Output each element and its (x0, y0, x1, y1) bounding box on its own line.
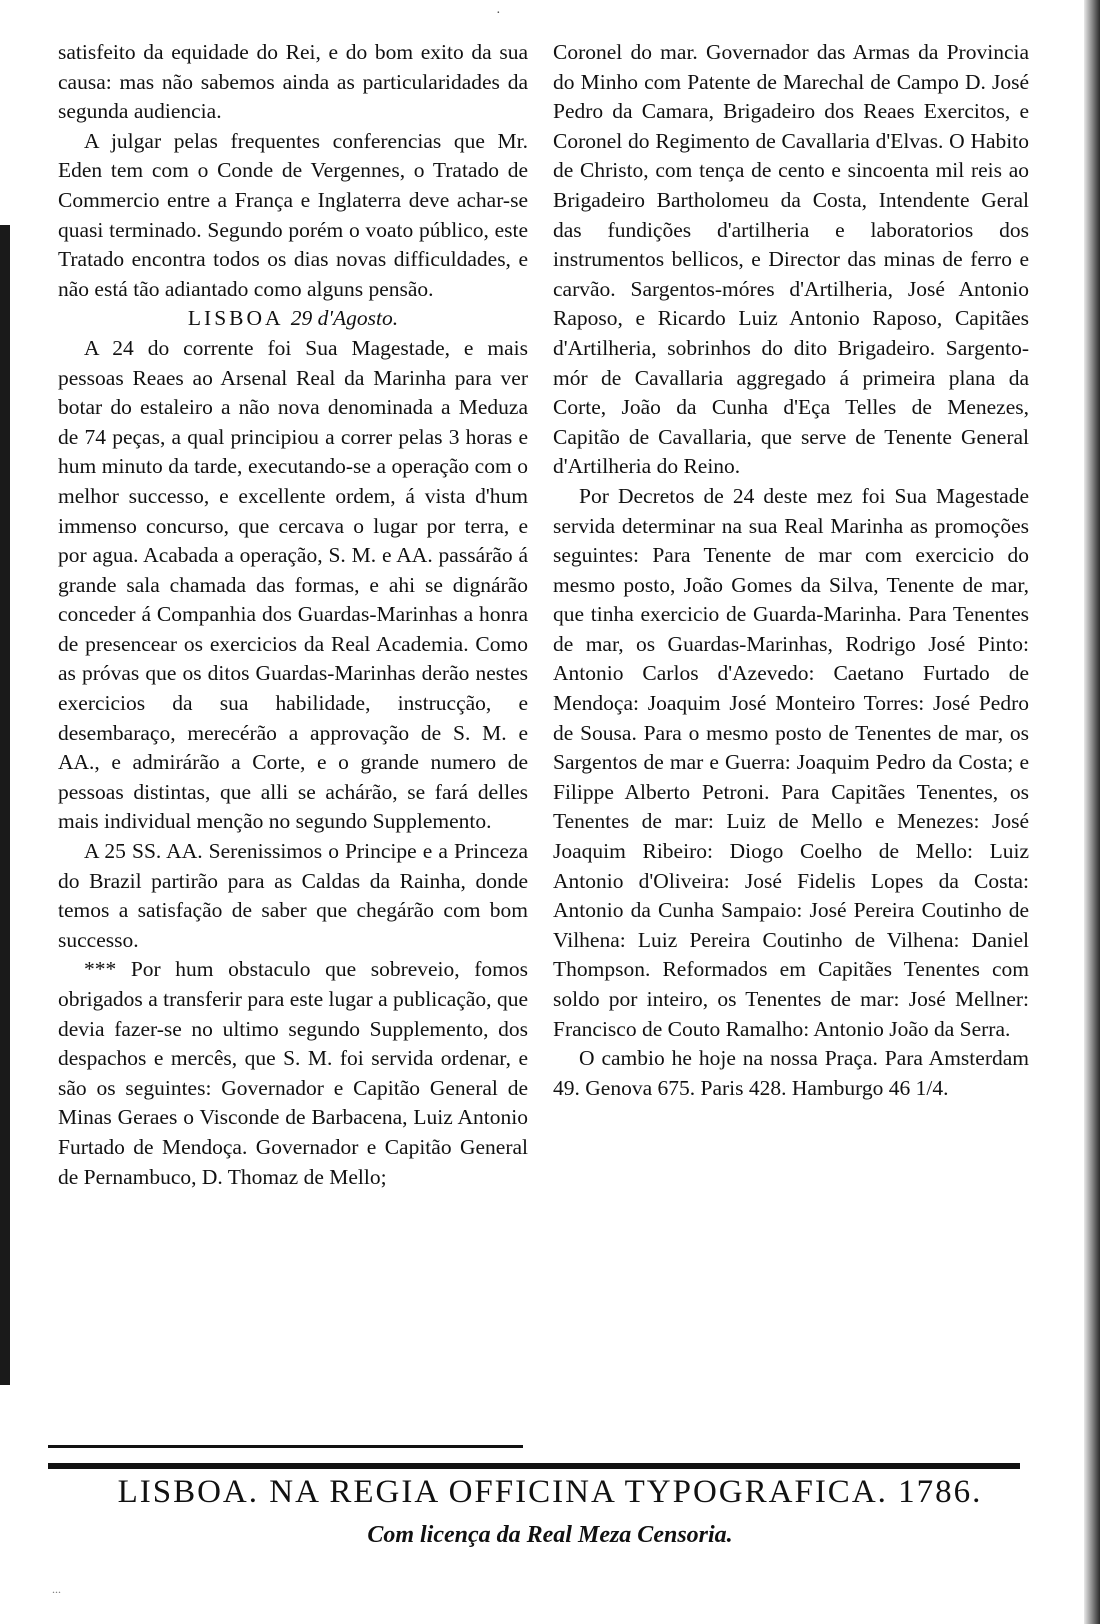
corner-mark: ... (52, 1582, 61, 1596)
left-paragraph-5: *** Por hum obstaculo que sobreveio, fomos obrigados a transferir para este lugar a publicação, que devia fazer-se no ultimo segundo Supplemento, dos despachos e mercês, que S. M. foi servida ordenar, e são os seguintes: Governador e Capitão General de Minas Geraes o Visconde de Barbacena, Luiz Antonio Furtado de Mendoça. Governador e Capitão General de Pernambuco, D. Thomaz de Mello; (58, 957, 528, 1189)
scan-edge-left (0, 225, 10, 1385)
scan-edge-right (1084, 0, 1100, 1624)
column-rule (48, 1445, 523, 1448)
left-paragraph-1: satisfeito da equidade do Rei, e do bom exito da sua causa: mas não sabemos ainda as particularidades da segunda audiencia. (58, 40, 528, 124)
right-paragraph-3: O cambio he hoje na nossa Praça. Para Amsterdam 49. Genova 675. Paris 428. Hamburgo 46 1/4. (553, 1046, 1029, 1100)
left-column (58, 38, 528, 1192)
footer-rule (48, 1463, 1020, 1469)
dateline-city: LISBOA (187, 306, 283, 331)
dateline (58, 304, 528, 334)
license-line: Com licença da Real Meza Censoria. (367, 1522, 733, 1548)
left-paragraph-3: A 24 do corrente foi Sua Magestade, e mais pessoas Reaes ao Arsenal Real da Marinha para ver botar do estaleiro a não nova denominada a Meduza de 74 peças, a qual principiou a correr pelas 3 horas e hum minuto da tarde, executando-se a operação com o melhor successo, e excellente ordem, á vista d'hum immenso concurso, que cercava o lugar por terra, e por agua. Acabada a operação, S. M. e AA. passárão á grande sala chamada das formas, e ahi se dignárão conceder á Companhia dos Guardas-Marinhas a honra de presencear os exercicios da Real Academia. Como as próvas que os ditos Guardas-Marinhas derão nestes exercicios da sua habilidade, instrucção, e desembaraço, merecérão a approvação de S. M. e AA., e admirárão a Corte, e o grande numero de pessoas distintas, que alli se achárão, se fará delles mais individual menção no segundo Supplemento. (58, 335, 528, 834)
imprint-line: LISBOA. NA REGIA OFFICINA TYPOGRAFICA. 1786. (117, 1474, 983, 1510)
right-paragraph-2: Por Decretos de 24 deste mez foi Sua Magestade servida determinar na sua Real Marinha as promoções seguintes: Para Tenente de mar com exercicio do mesmo posto, João Gomes da Silva, Tenente de mar, que tinha exercicio de Guarda-Marinha. Para Tenentes de mar, os Guardas-Marinhas, Rodrigo José Pinto: Antonio Carlos d'Azevedo: Caetano Furtado de Mendoça: Joaquim José Monteiro Torres: José Pedro de Sousa. Para o mesmo posto de Tenentes de mar, os Sargentos de mar e Guerra: Joaquim Pedro da Costa; e Filippe Alberto Petroni. Para Capitães Tenentes, os Tenentes de mar: Luiz de Mello e Menezes: José Joaquim Ribeiro: Diogo Coelho de Mello: Luiz Antonio d'Oliveira: José Fidelis Lopes da Costa: Antonio da Cunha Sampaio: José Pereira Coutinho de Vilhena: Luiz Pereira Coutinho de Vilhena: Daniel Thompson. Reformados em Capitães Tenentes com soldo por inteiro, os Tenentes de mar: José Mellner: Francisco de Couto Ramalho: Antonio João da Serra. (553, 483, 1029, 1041)
dateline-date: 29 d'Agosto. (290, 306, 399, 331)
page-top-mark: · (496, 6, 501, 21)
left-paragraph-2: A julgar pelas frequentes conferencias que Mr. Eden tem com o Conde de Vergennes, o Tratado de Commercio entre a França e Inglaterra deve achar-se quasi terminado. Segundo porém o voato público, este Tratado encontra todos os dias novas difficuldades, e não está tão adiantado como alguns pensão. (58, 128, 528, 301)
right-column (553, 38, 1029, 1103)
left-paragraph-4: A 25 SS. AA. Serenissimos o Principe e a Princeza do Brazil partirão para as Caldas da Rainha, donde temos a satisfação de saber que chegárão com bom successo. (58, 839, 528, 952)
right-paragraph-1: Coronel do mar. Governador das Armas da Provincia do Minho com Patente de Marechal de Campo D. José Pedro da Camara, Brigadeiro dos Reaes Exercitos, e Coronel do Regimento de Cavallaria d'Elvas. O Habito de Christo, com tença de cento e sincoenta mil reis ao Brigadeiro Bartholomeu da Costa, Intendente Geral das fundições d'artilheria e laboratorios dos instrumentos bellicos, e Director das minas de ferro e carvão. Sargentos-móres d'Artilheria, José Antonio Raposo, e Ricardo Luiz Antonio Raposo, Capitães d'Artilheria, sobrinhos do dito Brigadeiro. Sargento-mór de Cavallaria aggregado á primeira plana da Corte, João da Cunha d'Eça Telles de Menezes, Capitão de Cavallaria, que serve de Tenente General d'Artilheria do Reino. (553, 40, 1029, 479)
